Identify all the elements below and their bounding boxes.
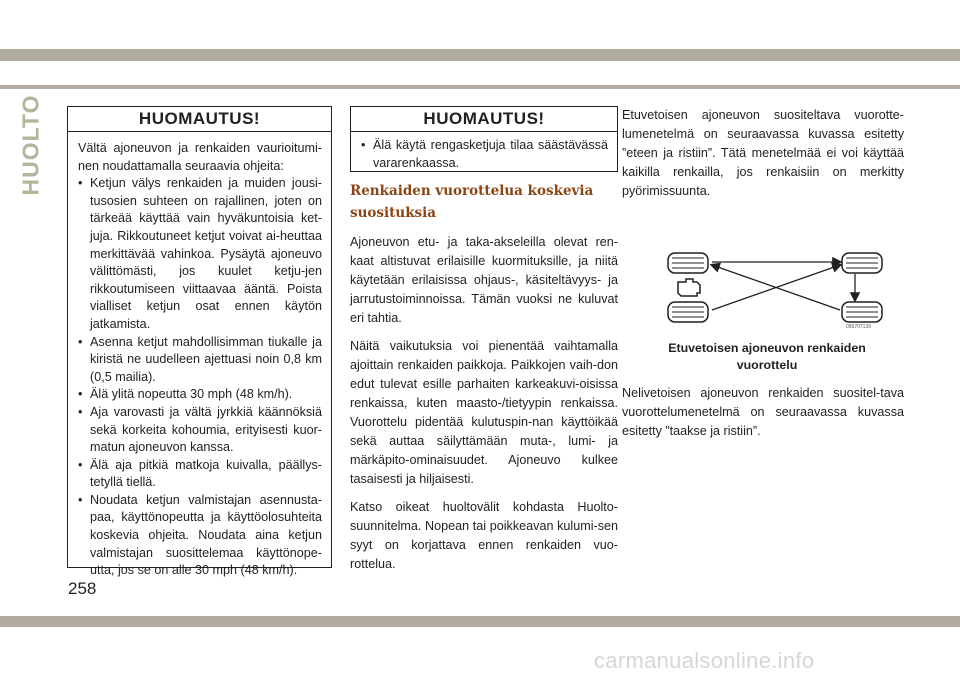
tire-front-right-icon [842,253,882,273]
tire-rotation-diagram [660,240,890,335]
notice-box-chains [67,106,332,578]
tire-front-left-icon [668,253,708,273]
paragraph: Katso oikeat huoltovälit kohdasta Huolto-suunnitelma. Nopean tai poikkeavan kulumi-sen syyt on korjattava ennen renkaiden vuo-rottelua. [350,500,618,571]
notice-heading: HUOMAUTUS! [68,107,331,132]
engine-icon [678,279,700,296]
caption-line: vuorottelu [736,358,798,372]
paragraph: Etuvetoisen ajoneuvon suositeltava vuorotte-lumenetelmä on seuraavassa kuvassa esitetty ”eteen ja ristiin”. Tätä menetelmää ei voi käyttää kaikilla renkailla, jos renkaisiin on merkitty pyörimissuunta. [622,108,904,198]
caption-line: Etuvetoisen ajoneuvon renkaiden [668,341,866,355]
list-item: • Aja varovasti ja vältä jyrkkiä käännöksiä sekä korkeita kohoumia, erityisesti kuor-matun ajoneuvon kanssa. [78,404,322,457]
tire-rear-right-icon [842,302,882,322]
list-item: • Noudata ketjun valmistajan asennusta-paa, käyttönopeutta ja käyttöolosuhteita koskevia ohjeita. Noudata aina ketjun valmistajan suosittelemaa käyttönope-utta, jos se on alle 30 mph (48 km/h). [78,492,322,580]
section-heading-line: Renkaiden vuorottelua koskevia [350,183,594,199]
list-item: • Älä käytä rengasketjuja tilaa säästävässä vararenkaassa. [361,137,608,172]
watermark: carmanualsonline.info [594,648,815,673]
notice-heading: HUOMAUTUS! [351,107,617,132]
section-heading [350,180,618,224]
list-item: • Älä ylitä nopeutta 30 mph (48 km/h). [78,386,322,404]
paragraph: Ajoneuvon etu- ja taka-akseleilla olevat ren-kaat altistuvat erilaisille kuormituksille, ja niitä käytetään erilaisissa ohjaus-, käsiteltävyys- ja jarrutustoiminnoissa. Tämän vuoksi ne kuluvat eri tahtia. [350,235,618,325]
section-side-tab [8,94,54,196]
fwd-rotation-text [622,106,904,201]
notice-box-spare [350,106,618,172]
top-band [0,49,960,61]
paragraph: Nelivetoisen ajoneuvon renkaiden suositel-tava vuorottelumenetelmä on seuraavassa kuvassa esitetty ”taakse ja ristiin”. [622,386,904,438]
figure-code: 055707139 [846,324,872,330]
notice-list [361,137,608,172]
bottom-band [0,616,960,627]
awd-rotation-text [622,384,904,441]
paragraph: Näitä vaikutuksia voi pienentää vaihtamalla ajoittain renkaiden paikkoja. Paikkojen vaih-don edut tulevat esille parhaiten karkeakuvi-oisissa renkaissa, kuten maasto-/tietyypin renkaissa. Vuorottelu pidentää kulutuspin-nan käyttöikää sekä auttaa säilyttämään muta-, lumi- ja märkäpito-ominaisuudet. Ajoneuvo kulkee tasaisesti ja hiljaisesti. [350,339,618,486]
tire-rear-left-icon [668,302,708,322]
tire-rotation-section [350,180,618,574]
figure-caption [642,340,892,374]
notice-intro: Vältä ajoneuvon ja renkaiden vaurioitumi-nen noudattamalla seuraavia ohjeita: [78,141,322,173]
page-number: 258 [68,579,97,598]
side-tab-label: HUOLTO [17,94,44,196]
notice-list [78,175,322,580]
list-item: • Ketjun välys renkaiden ja muiden jousi-tusosien suhteen on rajallinen, joten on tärkeää käyttää vain hyväkuntoisia ket-juja. Rikkoutuneet ketjut voivat ai-heuttaa merkittävää vahinkoa. Pysäytä ajoneuvo välittömästi, jos kuulet ketju-jen rikkoutumiseen viittaavaa ääntä. Poista vialliset ketjun osat ennen käytön jatkamista. [78,175,322,333]
section-heading-line: suosituksia [350,205,437,221]
list-item: • Asenna ketjut mahdollisimman tiukalle ja kiristä ne uudelleen ajettuasi noin 0,8 km (0,5 mailia). [78,334,322,387]
list-item: • Älä aja pitkiä matkoja kuivalla, päällys-tetyllä tiellä. [78,457,322,492]
top-band-thin [0,85,960,89]
